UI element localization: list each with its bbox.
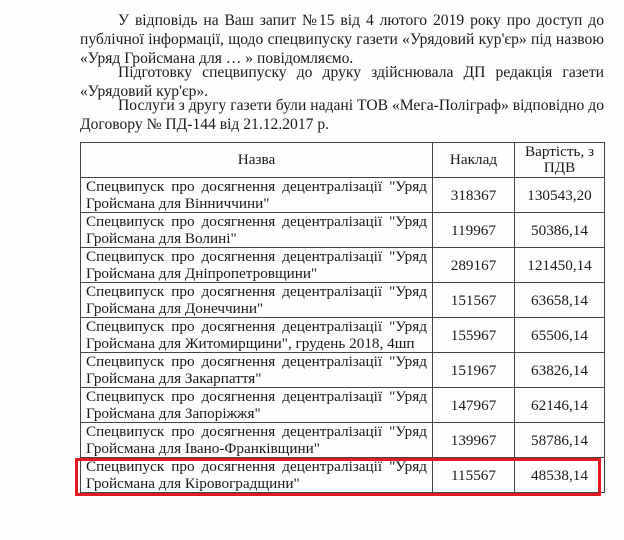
table-row	[81, 248, 605, 283]
paragraph-line: «Урядовий кур'єр».	[80, 83, 209, 100]
issue-name-cell	[81, 178, 433, 213]
issue-name-line: Спецвипуск про досягнення децентралізації "Уряд	[86, 283, 427, 300]
paragraph-line: Договору № ПД-144 від 21.12.2017 р.	[80, 116, 330, 133]
table-row	[81, 318, 605, 353]
issue-name-line: Спецвипуск про досягнення децентралізації "Уряд	[86, 178, 427, 195]
circulation-cell: 119967	[433, 213, 515, 248]
paragraph-printing-services	[80, 96, 604, 134]
cost-cell: 63658,14	[515, 283, 605, 318]
issue-name-cell	[81, 248, 433, 283]
issue-name-cell	[81, 458, 433, 493]
table-row	[81, 388, 605, 423]
issue-name-line: Спецвипуск про досягнення децентралізації "Уряд	[86, 213, 427, 230]
paragraph-line: «Уряд Гройсмана для … » повідомляємо.	[80, 50, 354, 67]
paragraph-line: публічної інформації, щодо спецвипуску газети «Урядовий кур'єр» під назвою	[80, 31, 604, 48]
table-header-row	[81, 143, 605, 178]
issue-name-cell	[81, 318, 433, 353]
issue-name-cell	[81, 283, 433, 318]
table-row	[81, 283, 605, 318]
circulation-cell: 318367	[433, 178, 515, 213]
issue-name-line: Спецвипуск про досягнення децентралізації "Уряд	[86, 248, 427, 265]
issue-name-cell	[81, 423, 433, 458]
column-header-name: Назва	[81, 143, 433, 178]
special-issues-table	[80, 142, 605, 493]
issue-name-line: Гройсмана для Дніпропетровщини"	[86, 265, 318, 282]
issue-name-cell	[81, 388, 433, 423]
issue-name-cell	[81, 353, 433, 388]
cost-cell: 121450,14	[515, 248, 605, 283]
column-header-cost-line: ПДВ	[543, 159, 576, 176]
issue-name-line: Спецвипуск про досягнення децентралізації "Уряд	[86, 458, 427, 475]
cost-cell: 130543,20	[515, 178, 605, 213]
column-header-cost	[515, 143, 605, 178]
column-header-cost-line: Вартість, з	[524, 143, 595, 160]
circulation-cell: 139967	[433, 423, 515, 458]
table-row	[81, 353, 605, 388]
issue-name-line: Гройсмана для Івано-Франківщини"	[86, 440, 320, 457]
circulation-cell: 147967	[433, 388, 515, 423]
issue-name-line: Спецвипуск про досягнення децентралізації "Уряд	[86, 353, 427, 370]
circulation-cell: 151567	[433, 283, 515, 318]
cost-cell: 62146,14	[515, 388, 605, 423]
cost-cell: 48538,14	[515, 458, 605, 493]
circulation-cell: 155967	[433, 318, 515, 353]
table-row	[81, 423, 605, 458]
paragraph-response-intro	[80, 11, 604, 68]
table-row-highlighted	[81, 458, 605, 493]
table-row	[81, 213, 605, 248]
issue-name-line: Гройсмана для Житомирщини", грудень 2018, 4шп	[86, 335, 415, 352]
issue-name-cell	[81, 213, 433, 248]
circulation-cell: 115567	[433, 458, 515, 493]
issue-name-line: Гройсмана для Вінниччини"	[86, 195, 270, 212]
issue-name-line: Гройсмана для Кіровоградщини"	[86, 475, 300, 492]
column-header-circulation: Наклад	[433, 143, 515, 178]
circulation-cell: 289167	[433, 248, 515, 283]
paragraph-line: Підготовку спецвипуску до друку здійснювала ДП редакція газети	[118, 64, 604, 81]
issue-name-line: Спецвипуск про досягнення децентралізації "Уряд	[86, 388, 427, 405]
circulation-cell: 151967	[433, 353, 515, 388]
cost-cell: 50386,14	[515, 213, 605, 248]
issue-name-line: Спецвипуск про досягнення децентралізації "Уряд	[86, 423, 427, 440]
issue-name-line: Спецвипуск про досягнення децентралізації "Уряд	[86, 318, 427, 335]
issue-name-line: Гройсмана для Волині"	[86, 230, 237, 247]
cost-cell: 65506,14	[515, 318, 605, 353]
cost-cell: 58786,14	[515, 423, 605, 458]
issue-name-line: Гройсмана для Донеччини"	[86, 300, 264, 317]
issue-name-line: Гройсмана для Закарпаття"	[86, 370, 262, 387]
table-row	[81, 178, 605, 213]
paragraph-line: Послуги з другу газети були надані ТОВ «Мега-Поліграф» відповідно до	[118, 97, 604, 114]
paragraph-line: У відповідь на Ваш запит №15 від 4 лютого 2019 року про доступ до	[118, 12, 604, 29]
cost-cell: 63826,14	[515, 353, 605, 388]
issue-name-line: Гройсмана для Запоріжжя"	[86, 405, 261, 422]
